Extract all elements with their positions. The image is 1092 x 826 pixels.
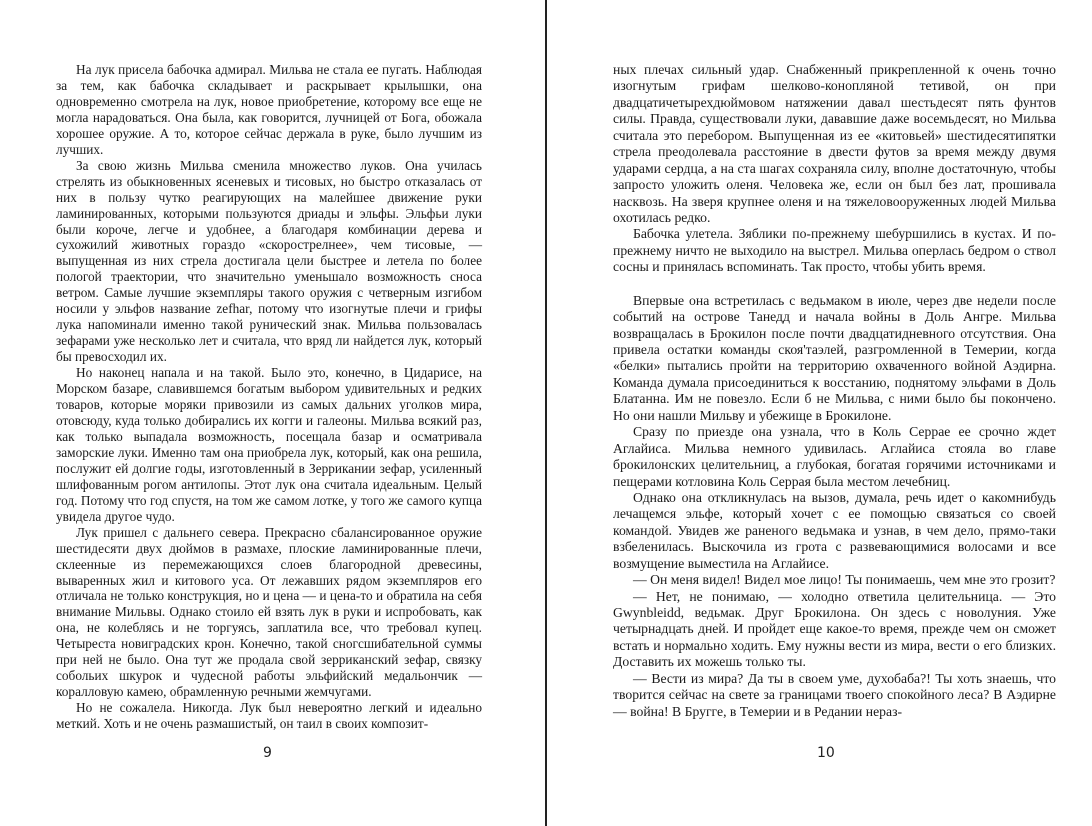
page-number: 9 [263, 745, 272, 761]
paragraph: Однако она откликнулась на вызов, думала, речь идет о какомнибудь лечащемся эльфе, который хочет с ее помощью связаться со своей командой. Увидев же раненого ведьмака и узнав, в чем дело, прямо-таки взбеленилась. Выскочила из грота с развевающимися волосами и все возмущение выместила на Аглайисе. [613, 489, 1056, 571]
paragraph: Но не сожалела. Никогда. Лук был невероятно легкий и идеально меткий. Хоть и не очень размашистый, он таил в своих композит- [56, 700, 482, 732]
paragraph: Сразу по приезде она узнала, что в Коль Серрае ее срочно ждет Аглайиса. Мильва немного удивилась. Аглайиса стояла во главе брокилонских целительниц, а глубокая, богатая горячими источниками и пещерами котловина Коль Серрая была местом лечебниц. [613, 424, 1056, 489]
paragraph: Но наконец напала и на такой. Было это, конечно, в Цидарисе, на Морском базаре, славившемся богатым выбором удивительных и редких товаров, которые моряки привозили из самых дальних уголков мира, отовсюду, куда только добирались их когги и галеоны. Мильва всякий раз, как только выпадала возможность, посещала базар и осматривала заморские луки. Именно там она приобрела лук, который, как она решила, послужит ей долгие годы, изготовленный в Зеррикании зефар, усиленный шлифованным рогом антилопы. Этот лук она считала идеальным. Целый год. Потому что год спустя, на том же самом лотке, у того же самого купца увидела другое чудо. [56, 365, 482, 524]
paragraph: На лук присела бабочка адмирал. Мильва не стала ее пугать. Наблюдая за тем, как бабочка складывает и раскрывает крылышки, она одновременно смотрела на лук, новое приобретение, которому все еще не могла нарадоваться. Она была, как говорится, лучницей от Бога, обожала хорошее оружие. А то, которое сейчас держала в руке, было лучшим из лучших. [56, 62, 482, 157]
dialogue-line: — Вести из мира? Да ты в своем уме, духобаба?! Ты хоть знаешь, что творится сейчас на свете за границами твоего спокойного леса? В Аэдирне — война! В Бругге, в Темерии и в Редании нераз- [613, 670, 1056, 719]
right-page [547, 0, 1092, 826]
left-page [0, 0, 544, 826]
paragraph: ных плечах сильный удар. Снабженный прикрепленной к очень точно изогнутым грифам шелково-конопляной тетивой, он при двадцатичетырехдюймовом натяжении давал шестьдесят пять фунтов силы. Правда, существовали луки, дававшие даже восемьдесят, но Мильва считала это перебором. Выпущенная из ее «китовьей» шестидесятипятки стрела преодолевала расстояние в двести футов за время между двумя ударами сердца, а на ста шагах сохраняла силу, вполне достаточную, чтобы запросто уложить оленя. Человека же, если он был без лат, прошивала насквозь. На зверя крупнее оленя и на тяжеловооруженных людей Мильва охотилась редко. [613, 62, 1056, 225]
paragraph: Впервые она встретилась с ведьмаком в июле, через две недели после событий на острове Танедд и начала войны в Доль Ангре. Мильва возвращалась в Брокилон после почти двадцатидневного отсутствия. Она привела остатки команды скоя'таэлей, разгромленной в Темерии, когда «белки» пытались пройти на территорию охваченного войной Аэдирна. Команда думала присоединиться к восстанию, поднятому эльфами в Доль Блатанна. Им не повезло. Если б не Мильва, с ними было бы покончено. Но они нашли Мильву и убежище в Брокилоне. [613, 292, 1056, 423]
paragraph: Бабочка улетела. Зяблики по-прежнему шебуршились в кустах. И по-прежнему ничто не выходило на выстрел. Мильва оперлась бедром о ствол сосны и принялась вспоминать. Так просто, чтобы убить время. [613, 226, 1056, 275]
paragraph: Лук пришел с дальнего севера. Прекрасно сбалансированное оружие шестидесяти двух дюймов в размахе, плоские ламинированные плечи, склеенные из перемежающихся слоев благородной древесины, вываренных жил и китового уса. От лежавших рядом экземпляров его отличала не только конструкция, но и цена — и цена-то и обратила на себя внимание Мильвы. Однако стоило ей взять лук в руки и испробовать, как она, не колеблясь и не торгуясь, заплатила все, что требовал купец. Четыреста новиградских крон. Конечно, такой сногсшибательной суммы при ней не было. Она тут же продала свой зерриканский зефар, связку собольих шкурок и чудесной работы эльфийский медальончик — коралловую камею, обрамленную речными жемчугами. [56, 524, 482, 700]
right-page-text [613, 62, 1056, 720]
paragraph: За свою жизнь Мильва сменила множество луков. Она училась стрелять из обыкновенных ясеневых и тисовых, но быстро отказалась от них в пользу чутко реагирующих на малейшее движение руки ламинированных, которыми пользуются дриады и эльфы. Эльфьи луки были короче, легче и удобнее, а благодаря комбинации дерева и сухожилий животных гораздо «скорострелнее», чем тисовые, — выпущенная из них стрела достигала цели быстрее и летела по более пологой траектории, что значительно уменьшало возможность сноса ветром. Самые лучшие экземпляры такого оружия с четверным изгибом носили у эльфов название zefhar, потому что изогнутые плечи и грифы лука напоминали именно такой рунический знак. Мильва пользовалась зефарами уже несколько лет и считала, что вряд ли найдется лук, который бы превосходил их. [56, 157, 482, 365]
dialogue-line: — Нет, не понимаю, — холодно ответила целительница. — Это Gwynbleidd, ведьмак. Друг Брокилона. Он здесь с новолуния. Уже четырнадцать дней. И пройдет еще какое-то время, прежде чем он сможет встать и нормально ходить. Ему нужны вести из мира, вести о его близких. Доставить их можешь только ты. [613, 588, 1056, 670]
dialogue-line: — Он меня видел! Видел мое лицо! Ты понимаешь, чем мне это грозит? [633, 572, 1056, 588]
left-page-text [56, 62, 482, 732]
page-number: 10 [817, 745, 835, 761]
